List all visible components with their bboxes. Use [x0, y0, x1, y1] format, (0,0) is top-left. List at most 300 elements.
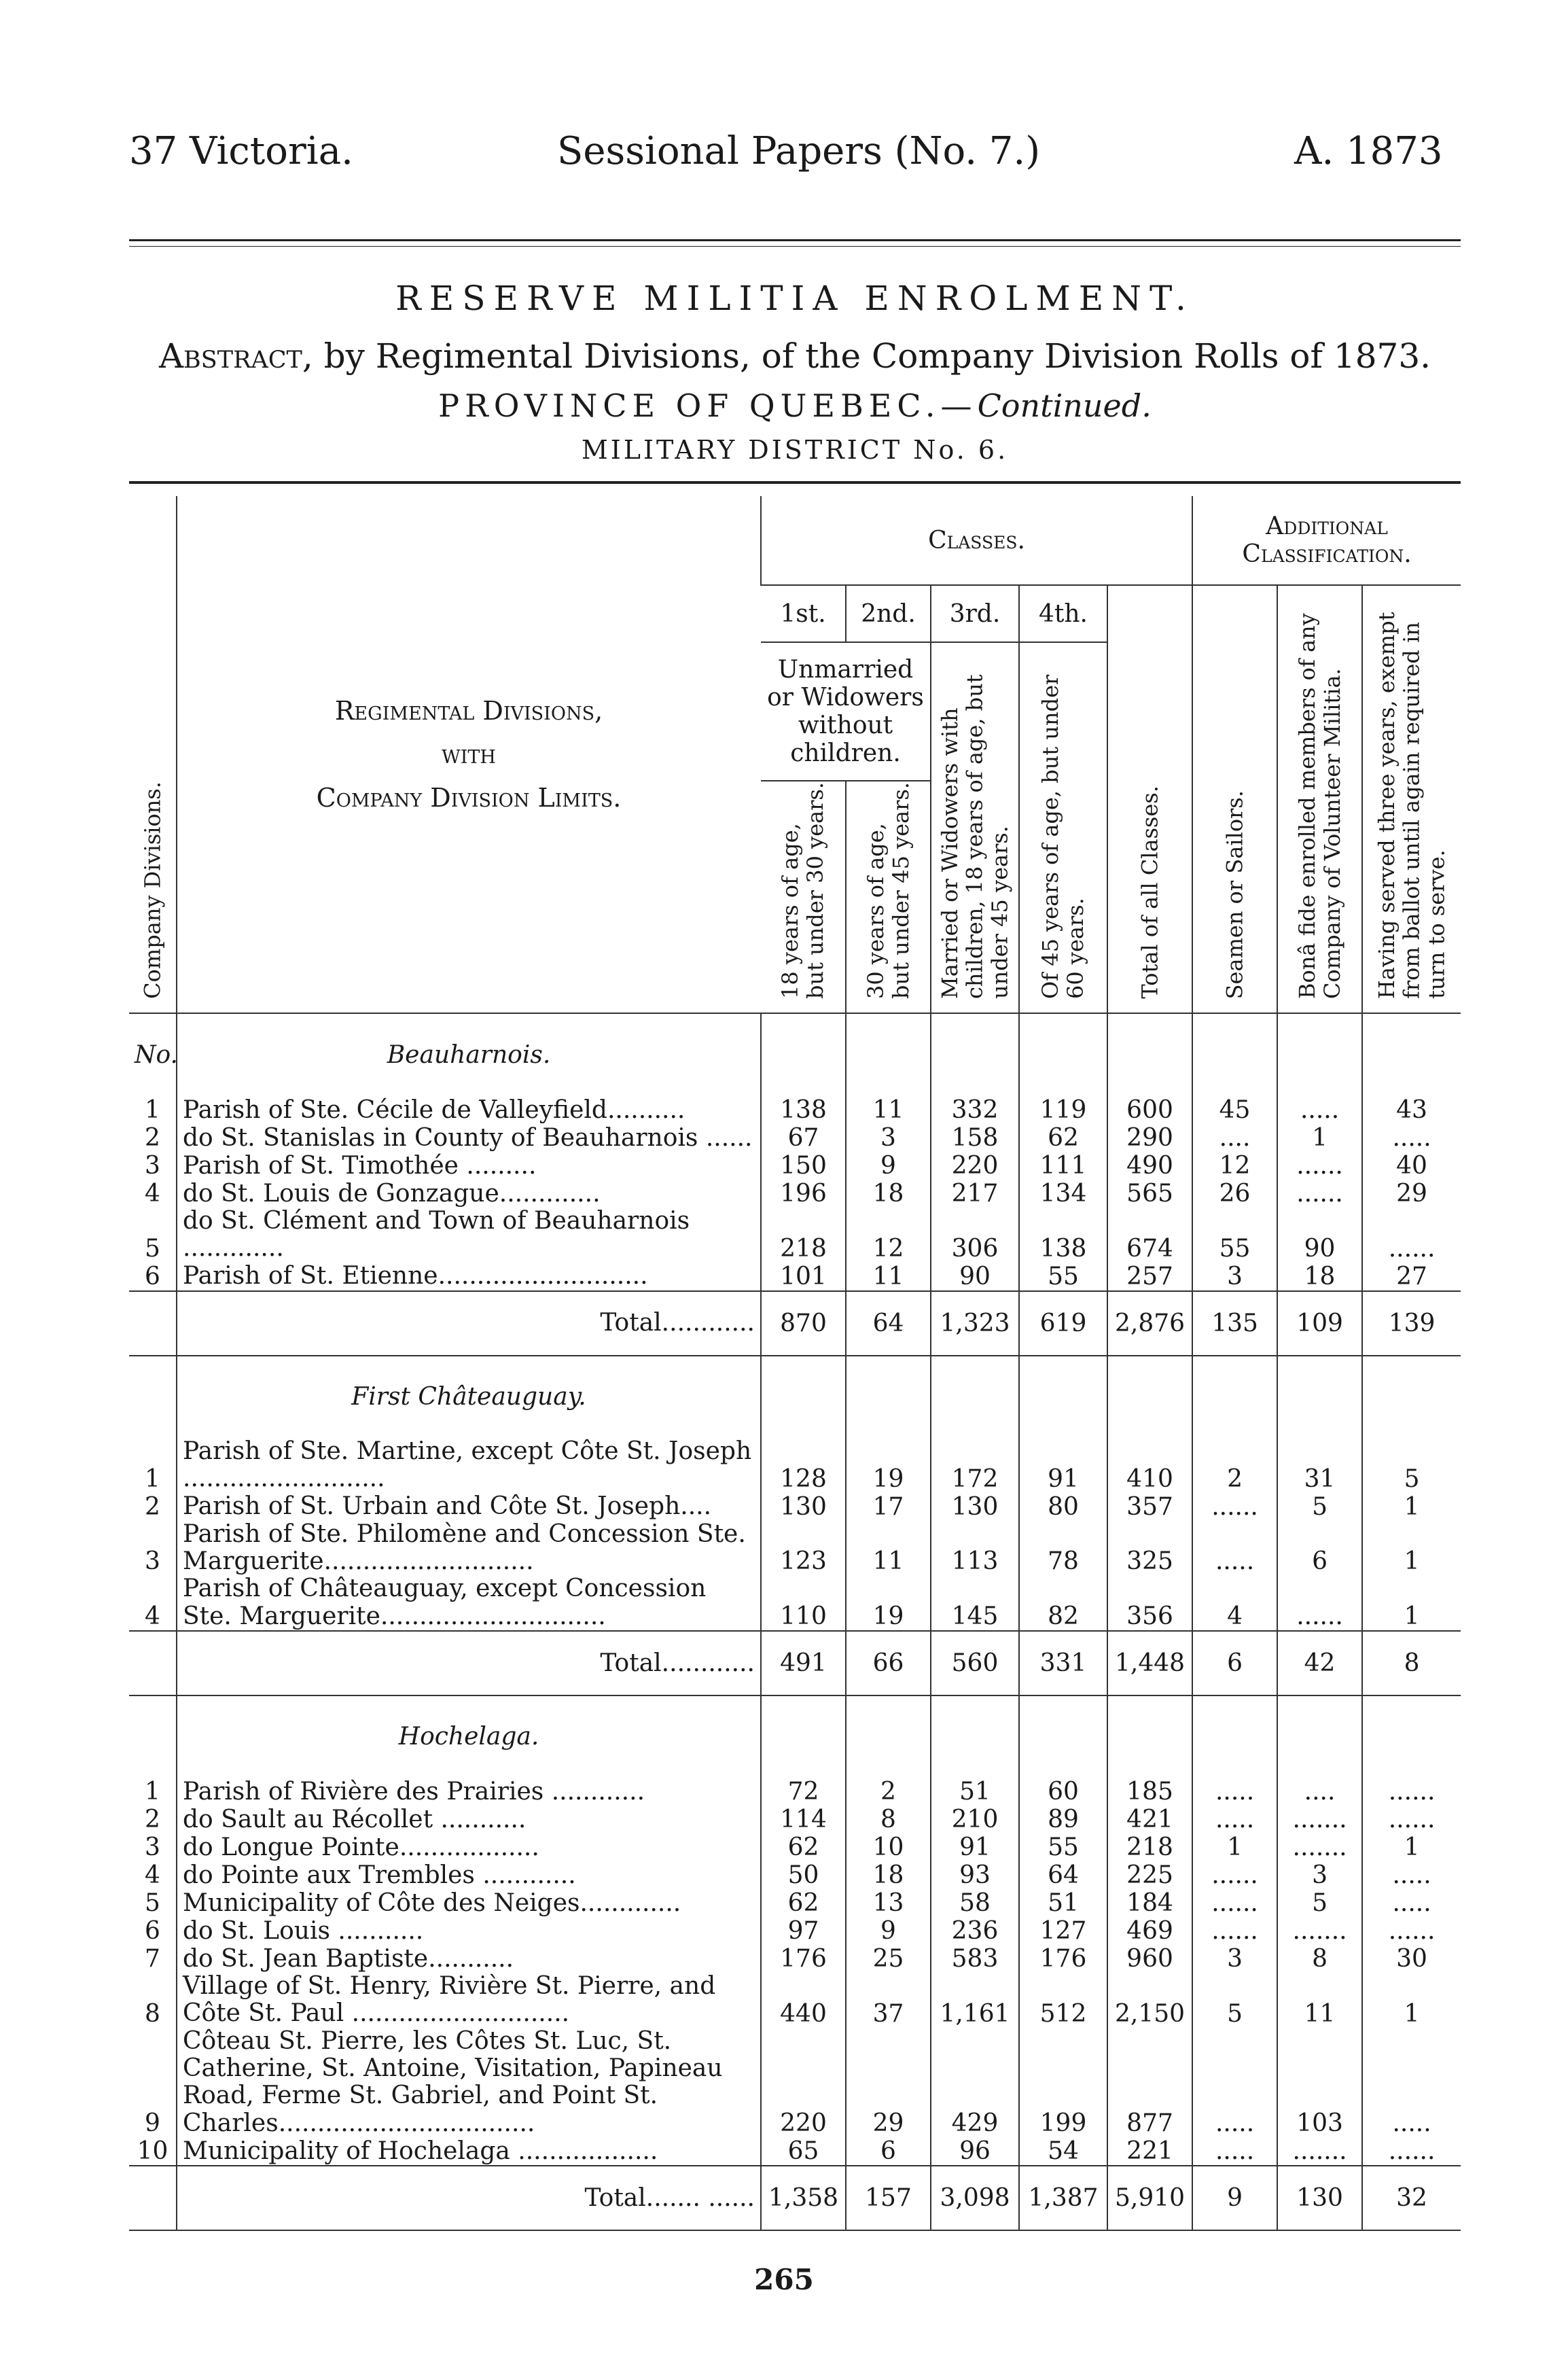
classes-header: Classes.	[761, 496, 1192, 585]
cell-c2: 6	[846, 2137, 931, 2166]
abstract-label: Abstract,	[158, 336, 313, 376]
row-description: do St. Jean Baptiste...........	[177, 1945, 761, 1973]
cell-total: 218	[1107, 1833, 1192, 1861]
cell-c3: 90	[931, 1263, 1019, 1291]
row-description: do St. Louis de Gonzague.............	[177, 1180, 761, 1208]
cell-seamen: .....	[1192, 1806, 1277, 1833]
company-divisions-label: Company Divisions.	[139, 781, 166, 999]
cell-bona: .......	[1277, 2137, 1362, 2166]
total-bona: 109	[1277, 1291, 1362, 1356]
table-body	[129, 1013, 1461, 2230]
province-line	[129, 387, 1461, 424]
cell-served: ......	[1362, 2137, 1461, 2166]
cell-c3: 1,161	[931, 1973, 1019, 2028]
cell-bona: 3	[1277, 1861, 1362, 1889]
total-c4: 1,387	[1019, 2166, 1107, 2230]
cell-seamen: ......	[1192, 1493, 1277, 1521]
row-description: Parish of Ste. Philomène and Concession Ste. Marguerite...........................	[177, 1521, 761, 1576]
reg-div-line-3: Company Division Limits.	[316, 783, 622, 813]
table-row	[129, 1833, 1461, 1861]
cell-seamen: 12	[1192, 1152, 1277, 1180]
header-rule-thin	[129, 246, 1461, 247]
cell-c2: 19	[846, 1438, 931, 1493]
col-class-3	[931, 642, 1019, 1013]
cell-total: 410	[1107, 1438, 1192, 1493]
table-row	[129, 1861, 1461, 1889]
continued-label: Continued.	[977, 387, 1152, 424]
row-number: 10	[137, 2137, 168, 2165]
cell-c1: 123	[761, 1521, 846, 1576]
cell-served: 29	[1362, 1180, 1461, 1208]
table-row	[129, 1945, 1461, 1973]
empty-cell	[1192, 1013, 1277, 1096]
row-number: 4	[145, 1861, 160, 1890]
row-description: Parish of St. Etienne...........................	[177, 1263, 761, 1291]
empty-cell	[931, 1356, 1019, 1438]
empty-cell	[846, 1356, 931, 1438]
row-number: 6	[145, 1262, 160, 1290]
cell-c3: 220	[931, 1152, 1019, 1180]
row-description: Municipality of Hochelaga ..................	[177, 2137, 761, 2166]
cell-served: ......	[1362, 1806, 1461, 1833]
cell-seamen: 26	[1192, 1180, 1277, 1208]
cell-total: 960	[1107, 1945, 1192, 1973]
empty-cell	[1277, 1013, 1362, 1096]
cell-c4: 111	[1019, 1152, 1107, 1180]
class-1-head: 1st.	[761, 585, 846, 642]
cell-served: 1	[1362, 1575, 1461, 1631]
table-row	[129, 1889, 1461, 1917]
cell-total: 674	[1107, 1208, 1192, 1263]
total-c2: 64	[846, 1291, 931, 1356]
empty-cell	[1107, 1695, 1192, 1778]
empty-cell	[931, 1695, 1019, 1778]
cell-seamen: 5	[1192, 1973, 1277, 2028]
col-regimental-divisions	[177, 496, 761, 1013]
cell-c3: 217	[931, 1180, 1019, 1208]
cell-served: 40	[1362, 1152, 1461, 1180]
total-c2: 66	[846, 1631, 931, 1695]
cell-bona: 8	[1277, 1945, 1362, 1973]
cell-c2: 9	[846, 1152, 931, 1180]
province-label: PROVINCE OF QUEBEC.—	[438, 387, 978, 424]
empty-cell	[1362, 1356, 1461, 1438]
table-row	[129, 1438, 1461, 1493]
cell-bona: .......	[1277, 1806, 1362, 1833]
cell-c4: 138	[1019, 1208, 1107, 1263]
cell-total: 290	[1107, 1124, 1192, 1152]
section-name: Beauharnois.	[177, 1013, 761, 1096]
row-description: Parish of St. Timothée .........	[177, 1152, 761, 1180]
cell-c2: 8	[846, 1806, 931, 1833]
section-row	[129, 1356, 1461, 1438]
cell-served: 30	[1362, 1945, 1461, 1973]
col-bona	[1277, 585, 1362, 1013]
total-served: 8	[1362, 1631, 1461, 1695]
cell-c1: 176	[761, 1945, 846, 1973]
row-description: do Pointe aux Trembles ............	[177, 1861, 761, 1889]
cell-c2: 9	[846, 1917, 931, 1945]
cell-bona: ......	[1277, 1180, 1362, 1208]
cell-served: .....	[1362, 1889, 1461, 1917]
row-number: 7	[145, 1945, 160, 1973]
cell-bona: .......	[1277, 1833, 1362, 1861]
empty-cell	[1019, 1695, 1107, 1778]
class-2-desc: 30 years of age, but under 45 years.	[862, 781, 914, 999]
total-seamen: 9	[1192, 2166, 1277, 2230]
total-total: 5,910	[1107, 2166, 1192, 2230]
cell-c2: 37	[846, 1973, 931, 2028]
cell-total: 225	[1107, 1861, 1192, 1889]
section-name: Hochelaga.	[177, 1695, 761, 1778]
row-description: Village of St. Henry, Rivière St. Pierre, and Côte St. Paul ............................	[177, 1973, 761, 2028]
table-row	[129, 1778, 1461, 1806]
cell-seamen: 3	[1192, 1945, 1277, 1973]
cell-c3: 429	[931, 2028, 1019, 2137]
cell-served: 1	[1362, 1493, 1461, 1521]
class-1-desc: 18 years of age, but under 30 years.	[777, 781, 828, 999]
row-number: 1	[145, 1096, 160, 1124]
row-number: 3	[145, 1152, 160, 1180]
cell-bona: 31	[1277, 1438, 1362, 1493]
cell-served: .....	[1362, 2028, 1461, 2137]
cell-c1: 110	[761, 1575, 846, 1631]
cell-c3: 130	[931, 1493, 1019, 1521]
cell-c2: 10	[846, 1833, 931, 1861]
row-number: 5	[145, 1889, 160, 1918]
cell-c3: 113	[931, 1521, 1019, 1576]
cell-c1: 101	[761, 1263, 846, 1291]
cell-c2: 3	[846, 1124, 931, 1152]
col-company-divisions	[129, 496, 177, 1013]
row-number: 1	[145, 1464, 160, 1493]
table-row	[129, 1096, 1461, 1124]
seamen-label: Seamen or Sailors.	[1222, 790, 1248, 999]
empty-cell	[1362, 1695, 1461, 1778]
cell-c4: 89	[1019, 1806, 1107, 1833]
cell-c2: 11	[846, 1263, 931, 1291]
row-number: 4	[145, 1180, 160, 1208]
cell-bona: ....	[1277, 1778, 1362, 1806]
abstract-line	[129, 336, 1461, 376]
total-c1: 1,358	[761, 2166, 846, 2230]
total-c2: 157	[846, 2166, 931, 2230]
cell-c4: 54	[1019, 2137, 1107, 2166]
cell-c3: 93	[931, 1861, 1019, 1889]
section-no-cell	[129, 1695, 177, 1778]
total-served: 139	[1362, 1291, 1461, 1356]
title-rule	[129, 481, 1461, 484]
cell-c4: 199	[1019, 2028, 1107, 2137]
row-description: do St. Clément and Town of Beauharnois .............	[177, 1208, 761, 1263]
cell-served: 1	[1362, 1973, 1461, 2028]
empty-cell	[1107, 1013, 1192, 1096]
cell-total: 877	[1107, 2028, 1192, 2137]
cell-c2: 13	[846, 1889, 931, 1917]
total-no-cell	[129, 1291, 177, 1356]
cell-c4: 91	[1019, 1438, 1107, 1493]
total-bona: 42	[1277, 1631, 1362, 1695]
header-rule	[129, 239, 1461, 241]
total-label: Total....... ......	[177, 2166, 761, 2230]
cell-total: 357	[1107, 1493, 1192, 1521]
table-row	[129, 1263, 1461, 1291]
row-number: 5	[145, 1234, 160, 1263]
cell-seamen: ....	[1192, 1124, 1277, 1152]
table-row	[129, 1208, 1461, 1263]
empty-cell	[1277, 1695, 1362, 1778]
header-left: 37 Victoria.	[129, 129, 353, 173]
additional-header: Additional Classification.	[1192, 496, 1461, 585]
main-title: RESERVE MILITIA ENROLMENT.	[395, 279, 1194, 318]
cell-c2: 18	[846, 1180, 931, 1208]
cell-total: 184	[1107, 1889, 1192, 1917]
empty-cell	[1019, 1356, 1107, 1438]
row-number: 3	[145, 1833, 160, 1862]
empty-cell	[761, 1013, 846, 1096]
cell-c2: 2	[846, 1778, 931, 1806]
total-label: Total............	[177, 1291, 761, 1356]
cell-total: 257	[1107, 1263, 1192, 1291]
empty-cell	[1362, 1013, 1461, 1096]
total-row	[129, 2166, 1461, 2230]
col-served	[1362, 585, 1461, 1013]
class-2-head: 2nd.	[846, 585, 931, 642]
col-class-2	[846, 781, 931, 1013]
total-row	[129, 1631, 1461, 1695]
col-seamen	[1192, 585, 1277, 1013]
section-row	[129, 1013, 1461, 1096]
cell-c4: 51	[1019, 1889, 1107, 1917]
cell-c3: 306	[931, 1208, 1019, 1263]
row-number: 1	[145, 1778, 160, 1806]
cell-c3: 91	[931, 1833, 1019, 1861]
total-c4: 331	[1019, 1631, 1107, 1695]
row-description: do Sault au Récollet ...........	[177, 1806, 761, 1833]
page-number: 265	[754, 2263, 814, 2296]
cell-bona: .....	[1277, 1096, 1362, 1124]
table-row	[129, 1973, 1461, 2028]
cell-served: .....	[1362, 1861, 1461, 1889]
empty-cell	[846, 1013, 931, 1096]
cell-total: 325	[1107, 1521, 1192, 1576]
empty-cell	[1192, 1695, 1277, 1778]
class-3-desc: Married or Widowers with children, 18 years of age, but under 45 years.	[936, 674, 1013, 999]
district-line: MILITARY DISTRICT No. 6.	[581, 435, 1009, 465]
total-label: Total of all Classes.	[1137, 786, 1163, 999]
cell-c2: 11	[846, 1096, 931, 1124]
cell-c1: 138	[761, 1096, 846, 1124]
cell-served: 5	[1362, 1438, 1461, 1493]
cell-c3: 145	[931, 1575, 1019, 1631]
table-row	[129, 1493, 1461, 1521]
total-served: 32	[1362, 2166, 1461, 2230]
empty-cell	[1107, 1356, 1192, 1438]
table-row	[129, 2137, 1461, 2166]
total-total: 1,448	[1107, 1631, 1192, 1695]
cell-seamen: 2	[1192, 1438, 1277, 1493]
cell-bona: 6	[1277, 1521, 1362, 1576]
cell-seamen: 45	[1192, 1096, 1277, 1124]
row-description: Parish of Châteauguay, except Concession Ste. Marguerite.............................	[177, 1575, 761, 1631]
class-4-head: 4th.	[1019, 585, 1107, 642]
total-c3: 3,098	[931, 2166, 1019, 2230]
row-description: Parish of Rivière des Prairies ............	[177, 1778, 761, 1806]
row-description: Parish of St. Urbain and Côte St. Joseph....	[177, 1493, 761, 1521]
cell-c3: 58	[931, 1889, 1019, 1917]
cell-c1: 67	[761, 1124, 846, 1152]
bona-label: Bonâ fide enrolled members of any Company of Volunteer Militia.	[1294, 613, 1345, 999]
cell-bona: 1	[1277, 1124, 1362, 1152]
total-c4: 619	[1019, 1291, 1107, 1356]
cell-c4: 80	[1019, 1493, 1107, 1521]
cell-c1: 220	[761, 2028, 846, 2137]
section-name: First Châteauguay.	[177, 1356, 761, 1438]
cell-total: 600	[1107, 1096, 1192, 1124]
row-description: do St. Stanislas in County of Beauharnois ......	[177, 1124, 761, 1152]
row-number: 3	[145, 1547, 160, 1576]
col-class-1	[761, 781, 846, 1013]
total-seamen: 135	[1192, 1291, 1277, 1356]
table-row	[129, 1521, 1461, 1576]
total-seamen: 6	[1192, 1631, 1277, 1695]
cell-served: 1	[1362, 1521, 1461, 1576]
cell-seamen: ......	[1192, 1889, 1277, 1917]
row-number: 9	[145, 2109, 160, 2137]
served-label: Having served three years, exempt from ballot until again required in turn to serve.	[1373, 612, 1450, 999]
total-c1: 491	[761, 1631, 846, 1695]
cell-c1: 218	[761, 1208, 846, 1263]
cell-served: ......	[1362, 1208, 1461, 1263]
cell-c4: 127	[1019, 1917, 1107, 1945]
cell-c4: 78	[1019, 1521, 1107, 1576]
cell-total: 356	[1107, 1575, 1192, 1631]
cell-bona: 18	[1277, 1263, 1362, 1291]
cell-c2: 29	[846, 2028, 931, 2137]
reg-div-line-1: Regimental Divisions,	[334, 696, 603, 726]
cell-c4: 62	[1019, 1124, 1107, 1152]
cell-total: 421	[1107, 1806, 1192, 1833]
row-description: Côteau St. Pierre, les Côtes St. Luc, St. Catherine, St. Antoine, Visitation, Papineau Road, Ferme St. Gabriel, and Point St. Charles.................................	[177, 2028, 761, 2137]
cell-c2: 19	[846, 1575, 931, 1631]
cell-seamen: 4	[1192, 1575, 1277, 1631]
row-description: do St. Louis ...........	[177, 1917, 761, 1945]
row-number: 4	[145, 1602, 160, 1630]
table-row	[129, 1917, 1461, 1945]
total-label: Total............	[177, 1631, 761, 1695]
cell-c4: 60	[1019, 1778, 1107, 1806]
row-number: 2	[145, 1124, 160, 1152]
cell-seamen: .....	[1192, 1521, 1277, 1576]
col-total	[1107, 585, 1192, 1013]
cell-c4: 512	[1019, 1973, 1107, 2028]
row-number: 2	[145, 1806, 160, 1834]
cell-c3: 332	[931, 1096, 1019, 1124]
total-no-cell	[129, 2166, 177, 2230]
cell-c1: 114	[761, 1806, 846, 1833]
cell-seamen: .....	[1192, 2028, 1277, 2137]
cell-bona: .......	[1277, 1917, 1362, 1945]
cell-total: 221	[1107, 2137, 1192, 2166]
cell-c1: 150	[761, 1152, 846, 1180]
row-number: 6	[145, 1917, 160, 1946]
cell-bona: 103	[1277, 2028, 1362, 2137]
cell-c4: 55	[1019, 1263, 1107, 1291]
cell-c1: 128	[761, 1438, 846, 1493]
cell-c4: 64	[1019, 1861, 1107, 1889]
cell-c1: 50	[761, 1861, 846, 1889]
section-row	[129, 1695, 1461, 1778]
cell-c1: 65	[761, 2137, 846, 2166]
row-number: 8	[145, 1999, 160, 2028]
cell-bona: 90	[1277, 1208, 1362, 1263]
row-description: Parish of Ste. Martine, except Côte St. Joseph ..........................	[177, 1438, 761, 1493]
cell-served: .....	[1362, 1124, 1461, 1152]
cell-c3: 96	[931, 2137, 1019, 2166]
cell-c1: 196	[761, 1180, 846, 1208]
cell-c4: 119	[1019, 1096, 1107, 1124]
cell-c3: 158	[931, 1124, 1019, 1152]
cell-c4: 82	[1019, 1575, 1107, 1631]
cell-total: 490	[1107, 1152, 1192, 1180]
cell-bona: ......	[1277, 1152, 1362, 1180]
cell-c3: 210	[931, 1806, 1019, 1833]
cell-c4: 134	[1019, 1180, 1107, 1208]
cell-total: 185	[1107, 1778, 1192, 1806]
class-3-head: 3rd.	[931, 585, 1019, 642]
header-right: A. 1873	[1294, 129, 1443, 173]
cell-c1: 62	[761, 1833, 846, 1861]
cell-c4: 55	[1019, 1833, 1107, 1861]
cell-seamen: 3	[1192, 1263, 1277, 1291]
empty-cell	[1192, 1356, 1277, 1438]
row-number: 2	[145, 1492, 160, 1521]
total-c3: 560	[931, 1631, 1019, 1695]
cell-seamen: .....	[1192, 2137, 1277, 2166]
cell-c1: 97	[761, 1917, 846, 1945]
cell-c1: 440	[761, 1973, 846, 2028]
empty-cell	[1019, 1013, 1107, 1096]
total-c1: 870	[761, 1291, 846, 1356]
empty-cell	[761, 1356, 846, 1438]
cell-served: ......	[1362, 1917, 1461, 1945]
cell-bona: 11	[1277, 1973, 1362, 2028]
cell-c3: 172	[931, 1438, 1019, 1493]
row-description: Parish of Ste. Cécile de Valleyfield..........	[177, 1096, 761, 1124]
cell-c2: 18	[846, 1861, 931, 1889]
cell-c1: 72	[761, 1778, 846, 1806]
empty-cell	[1277, 1356, 1362, 1438]
cell-c3: 51	[931, 1778, 1019, 1806]
cell-c1: 62	[761, 1889, 846, 1917]
section-no-cell	[129, 1356, 177, 1438]
cell-c2: 25	[846, 1945, 931, 1973]
cell-total: 565	[1107, 1180, 1192, 1208]
total-bona: 130	[1277, 2166, 1362, 2230]
header-middle: Sessional Papers (No. 7.)	[557, 129, 1041, 173]
class-4-desc: Of 45 years of age, but under 60 years.	[1037, 674, 1088, 999]
cell-served: 1	[1362, 1833, 1461, 1861]
cell-bona: 5	[1277, 1889, 1362, 1917]
cell-c2: 12	[846, 1208, 931, 1263]
cell-total: 2,150	[1107, 1973, 1192, 2028]
cell-c3: 583	[931, 1945, 1019, 1973]
cell-seamen: .....	[1192, 1778, 1277, 1806]
cell-c1: 130	[761, 1493, 846, 1521]
table-row	[129, 1180, 1461, 1208]
table-row	[129, 1124, 1461, 1152]
total-total: 2,876	[1107, 1291, 1192, 1356]
